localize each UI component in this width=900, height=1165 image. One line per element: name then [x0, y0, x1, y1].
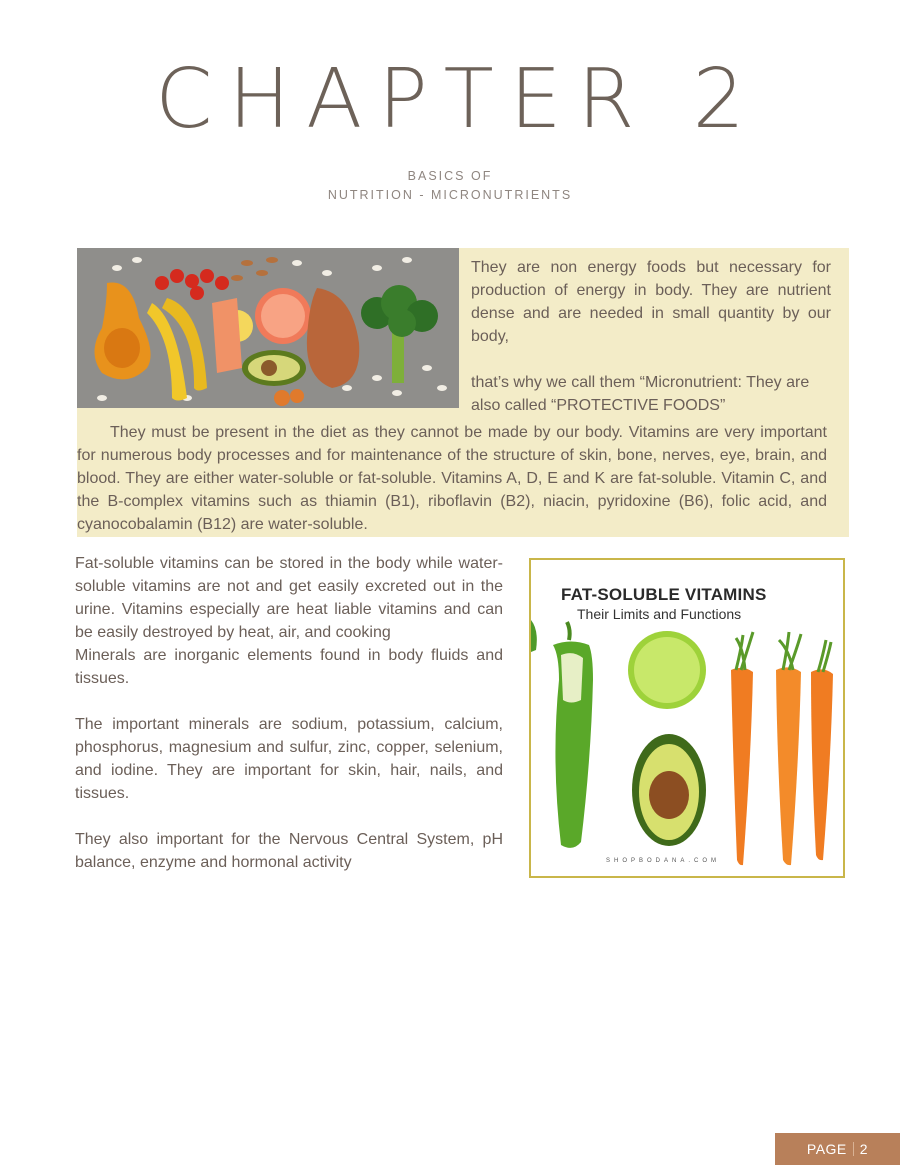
chapter-title: CHAPTER 2 — [155, 52, 761, 147]
produce-photo — [77, 248, 459, 408]
nervous-system-paragraph: They also important for the Nervous Central System, pH balance, enzyme and hormonal activity — [75, 831, 503, 871]
important-minerals-paragraph: The important minerals are sodium, potassium, calcium, phosphorus, magnesium and sulfur, zinc, copper, selenium, and iodine. They are important for skin, hair, nails, and tissues. — [75, 716, 503, 802]
card-subtitle: Their Limits and Functions — [577, 606, 742, 622]
intro-paragraph-1: They are non energy foods but necessary for production of energy in body. They are nutrient dense and are needed in small quantity by our body, — [471, 259, 831, 345]
page-tag-divider — [853, 1142, 854, 1156]
chapter-subtitle-line2: NUTRITION - MICRONUTRIENTS — [327, 188, 573, 202]
fat-soluble-vitamins-image — [529, 558, 845, 878]
chapter-subtitle-line1: BASICS OF — [407, 169, 493, 183]
minerals-text-column — [75, 552, 503, 874]
card-title: FAT-SOLUBLE VITAMINS — [561, 585, 767, 604]
page-number: 2 — [859, 1141, 869, 1157]
page-number-tag — [775, 1133, 900, 1165]
card-site-credit: SHOPBODANA.COM — [605, 858, 720, 864]
page-label: PAGE — [806, 1141, 847, 1157]
intro-body-paragraph: They must be present in the diet as they cannot be made by our body. Vitamins are very important for numerous body processes and for maintenance of the structure of skin, bone, nerves, eye, brain, and blood. They are either water-soluble or fat-soluble. Vitamins A, D, E and K are fat-soluble. Vitamin C, and the B-complex vitamins such as thiamin (B1), riboflavin (B2), niacin, pyridoxine (B6), folic acid, and cyanocobalamin (B12) are water-soluble. — [77, 424, 827, 533]
intro-text-right — [471, 256, 831, 417]
minerals-definition-paragraph: Minerals are inorganic elements found in body fluids and tissues. — [75, 647, 503, 687]
fat-soluble-paragraph: Fat-soluble vitamins can be stored in the body while water-soluble vitamins are not and get easily excreted out in the urine. Vitamins especially are heat liable vitamins and can be easily destroyed by heat, air, and cooking — [75, 555, 503, 641]
intro-paragraph-2: that’s why we call them “Micronutrient: They are also called “PROTECTIVE FOODS” — [471, 374, 810, 414]
